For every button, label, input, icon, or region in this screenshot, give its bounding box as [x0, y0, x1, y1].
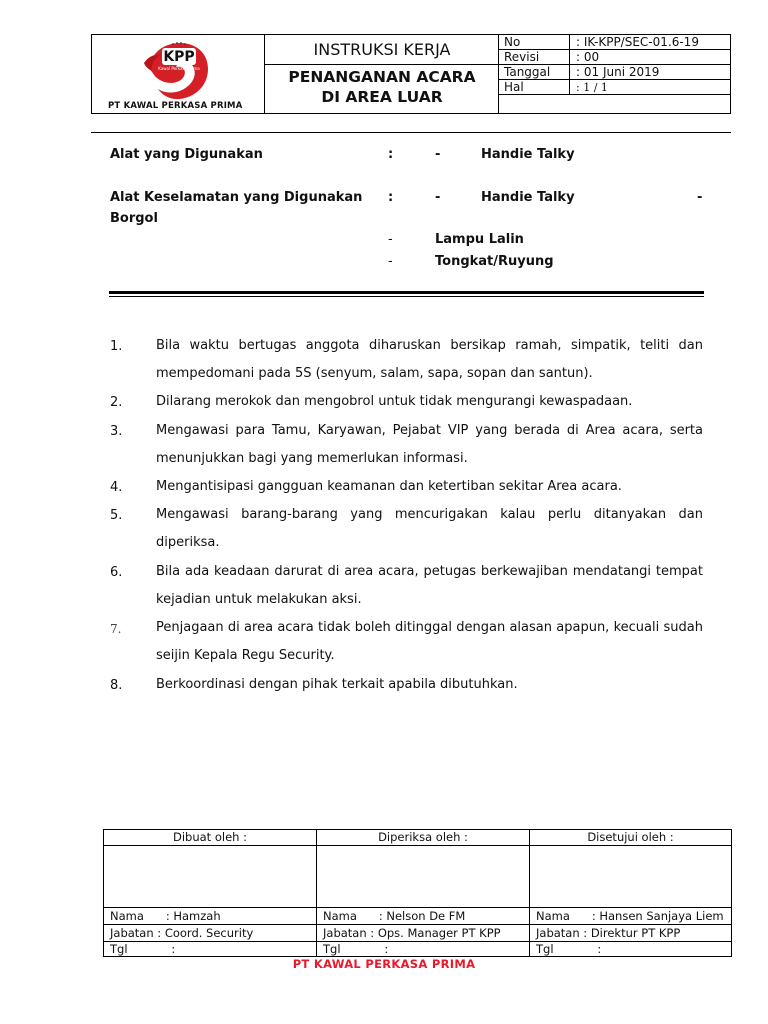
instruction-text: Bila waktu bertugas anggota diharuskan bersikap ramah, simpatik, teliti dan mempedomani pada 5S (senyum, salam, sapa, sopan dan santun).: [156, 338, 703, 382]
signature-tgl: Tgl :: [110, 942, 176, 956]
instruction-text: Mengawasi barang-barang yang mencurigakan kalau perlu ditanyakan dan diperiksa.: [156, 507, 703, 551]
meta-value: : 1 / 1: [576, 81, 608, 94]
document-header: [91, 34, 731, 114]
signature-area: [104, 846, 316, 908]
instruction-text: Dilarang merokok dan mengobrol untuk tidak mengurangi kewaspadaan.: [156, 394, 633, 409]
signature-jabatan: Jabatan : Ops. Manager PT KPP: [317, 925, 529, 942]
meta-row-tanggal: [499, 65, 730, 80]
extra-item-dash: -: [388, 232, 393, 247]
instruction-number: 1.: [110, 339, 123, 354]
instruction-number: 2.: [110, 395, 123, 410]
extra-item-label: Tongkat/Ruyung: [435, 254, 554, 269]
keselamatan-trailing-dash: -: [697, 190, 703, 205]
instruction-number: 7.: [110, 622, 122, 636]
section-divider-thick: [109, 291, 704, 294]
signature-table: [103, 829, 732, 957]
meta-row-revisi: [499, 50, 730, 65]
signature-heading: Dibuat oleh :: [104, 830, 316, 846]
signature-nama: Nama : Hansen Sanjaya Liem: [530, 908, 731, 925]
meta-row-hal: [499, 80, 730, 95]
title-cell: [265, 35, 499, 113]
meta-key: Revisi: [504, 50, 540, 64]
instruction-text: Berkoordinasi dengan pihak terkait apabila dibutuhkan.: [156, 677, 518, 692]
signature-area: [317, 846, 529, 908]
keselamatan-item: Handie Talky: [481, 190, 575, 205]
logo-text: KPP: [163, 49, 195, 65]
instruction-text: Penjagaan di area acara tidak boleh ditinggal dengan alasan apapun, kecuali sudah seijin Kepala Regu Security.: [156, 620, 703, 664]
signature-nama: Nama : Hamzah: [104, 908, 316, 925]
doc-title: [265, 67, 499, 107]
header-divider: [91, 132, 731, 133]
signature-nama: Nama : Nelson De FM: [317, 908, 529, 925]
instruction-number: 5.: [110, 508, 123, 523]
signature-tgl: Tgl :: [323, 942, 389, 956]
extra-item-dash: -: [388, 254, 393, 269]
instruction-number: 8.: [110, 678, 123, 693]
instruction-text: Mengawasi para Tamu, Karyawan, Pejabat VIP yang berada di Area acara, serta menunjukkan bagi yang memerlukan informasi.: [156, 423, 703, 467]
doc-type: INSTRUKSI KERJA: [265, 35, 499, 65]
company-name: PT KAWAL PERKASA PRIMA: [108, 101, 243, 111]
logo-subtext: Kawal Perkasa Prima: [158, 66, 200, 71]
logo-cell: [92, 35, 265, 113]
meta-key: Tanggal: [504, 65, 551, 79]
meta-value: : IK-KPP/SEC-01.6-19: [576, 35, 699, 49]
keselamatan-colon: :: [388, 190, 394, 205]
signature-column-diperiksa: [317, 830, 530, 956]
meta-key: No: [504, 35, 521, 49]
signature-tgl: Tgl :: [536, 942, 602, 956]
keselamatan-label: Alat Keselamatan yang Digunakan: [110, 190, 363, 205]
signature-jabatan: Jabatan : Coord. Security: [104, 925, 316, 942]
signature-column-disetujui: [530, 830, 731, 956]
footer-company: PT KAWAL PERKASA PRIMA: [292, 957, 476, 971]
keselamatan-cont: Borgol: [110, 211, 158, 226]
instruction-number: 3.: [110, 424, 123, 439]
instruction-number: 6.: [110, 565, 123, 580]
meta-cell: [499, 35, 730, 113]
meta-value: : 01 Juni 2019: [576, 65, 660, 79]
doc-title-line2: DI AREA LUAR: [321, 88, 443, 106]
instruction-text: Mengantisipasi gangguan keamanan dan ketertiban sekitar Area acara.: [156, 479, 622, 494]
signature-area: [530, 846, 731, 908]
instruction-number: 4.: [110, 480, 123, 495]
extra-item-label: Lampu Lalin: [435, 232, 524, 247]
meta-key: Hal: [504, 80, 524, 94]
signature-jabatan: Jabatan : Direktur PT KPP: [530, 925, 731, 942]
alat-label: Alat yang Digunakan: [110, 147, 263, 162]
alat-item: Handie Talky: [481, 147, 575, 162]
signature-heading: Disetujui oleh :: [530, 830, 731, 846]
signature-heading: Diperiksa oleh :: [317, 830, 529, 846]
signature-column-dibuat: [104, 830, 317, 956]
keselamatan-dash: -: [435, 190, 441, 205]
meta-value: : 00: [576, 50, 600, 64]
kpp-logo: [140, 39, 216, 103]
meta-row-no: [499, 35, 730, 50]
instruction-text: Bila ada keadaan darurat di area acara, petugas berkewajiban mendatangi tempat kejadian untuk melakukan aksi.: [156, 564, 703, 608]
alat-colon: :: [388, 147, 394, 162]
doc-title-line1: PENANGANAN ACARA: [288, 68, 476, 86]
section-divider-thin: [109, 296, 704, 297]
alat-dash: -: [435, 147, 441, 162]
